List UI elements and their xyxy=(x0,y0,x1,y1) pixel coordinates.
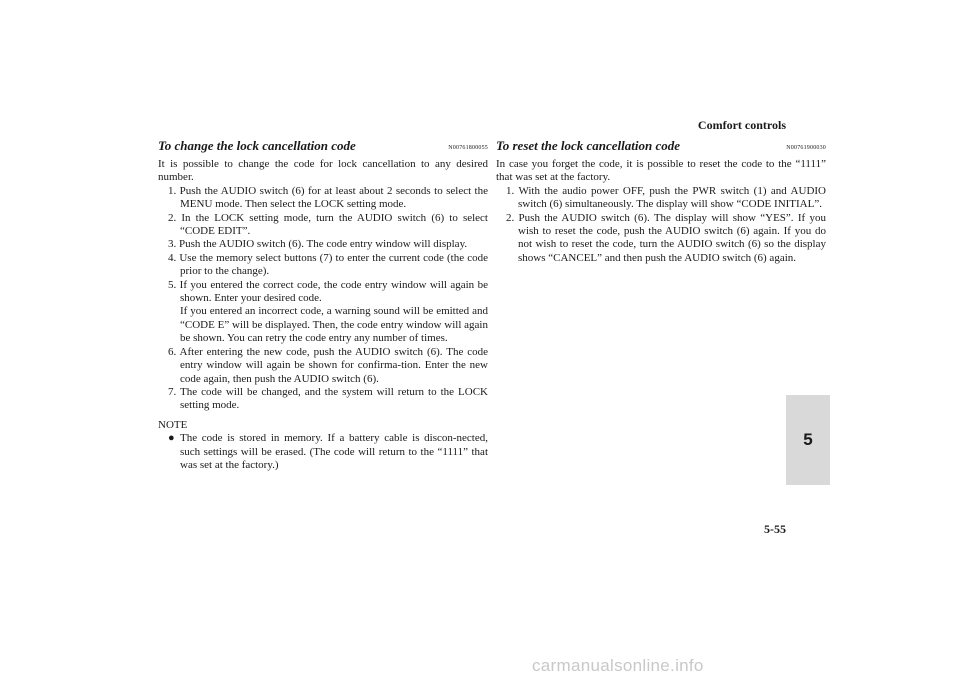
section-heading xyxy=(496,138,826,156)
chapter-number: 5 xyxy=(803,430,813,449)
watermark: carmanualsonline.info xyxy=(532,656,704,675)
note-label: NOTE xyxy=(158,418,188,431)
intro-paragraph: It is possible to change the code for lock cancellation to any desired number. xyxy=(158,158,488,184)
left-column xyxy=(158,138,488,472)
step-text: 5. If you entered the correct code, the code entry window will again be shown. Enter your desired code. xyxy=(168,278,488,305)
page-number: 5-55 xyxy=(764,522,786,536)
step-sub-paragraph: If you entered an incorrect code, a warning sound will be emitted and “CODE E” will be displayed. Then, the code entry window will again be shown. You can retry the code entry any number of times. xyxy=(180,305,488,345)
section-code: N00761900030 xyxy=(786,145,826,151)
step-item: 7. The code will be changed, and the system will return to the LOCK setting mode. xyxy=(168,385,488,412)
section-title: To change the lock cancellation code xyxy=(158,138,356,153)
step-item: 2. Push the AUDIO switch (6). The display will show “YES”. If you wish to reset the code, push the AUDIO switch (6) again. If you do not wish to reset the code, turn the AUDIO switch (6) so the display shows “CANCEL” and then push the AUDIO switch (6) again. xyxy=(506,211,826,264)
chapter-tab xyxy=(786,395,830,485)
step-item: 2. In the LOCK setting mode, turn the AUDIO switch (6) to select “CODE EDIT”. xyxy=(168,211,488,238)
bullet-icon: ● xyxy=(168,432,175,445)
running-header: Comfort controls xyxy=(697,118,786,132)
step-item: 4. Use the memory select buttons (7) to enter the current code (the code prior to the change). xyxy=(168,251,488,278)
intro-paragraph: In case you forget the code, it is possible to reset the code to the “1111” that was set at the factory. xyxy=(496,158,826,184)
section-code: N00761800055 xyxy=(448,145,488,151)
note-item xyxy=(158,432,488,472)
step-item xyxy=(158,279,488,346)
steps-list xyxy=(496,185,826,265)
step-item: 1. With the audio power OFF, push the PWR switch (1) and AUDIO switch (6) simultaneously. The display will show “CODE INITIAL”. xyxy=(506,184,826,211)
right-column xyxy=(496,138,826,265)
step-item: 1. Push the AUDIO switch (6) for at least about 2 seconds to select the MENU mode. Then select the LOCK setting mode. xyxy=(168,184,488,211)
step-item: 3. Push the AUDIO switch (6). The code entry window will display. xyxy=(168,238,468,251)
steps-list xyxy=(158,185,488,413)
note-text: The code is stored in memory. If a battery cable is discon-nected, such settings will be erased. (The code will return to the “1111” that was set at the factory.) xyxy=(180,432,488,471)
section-title: To reset the lock cancellation code xyxy=(496,138,681,153)
section-heading xyxy=(158,138,488,156)
step-item: 6. After entering the new code, push the AUDIO switch (6). The code entry window will again be shown for confirma-tion. Enter the new code again, then push the AUDIO switch (6). xyxy=(168,345,488,385)
